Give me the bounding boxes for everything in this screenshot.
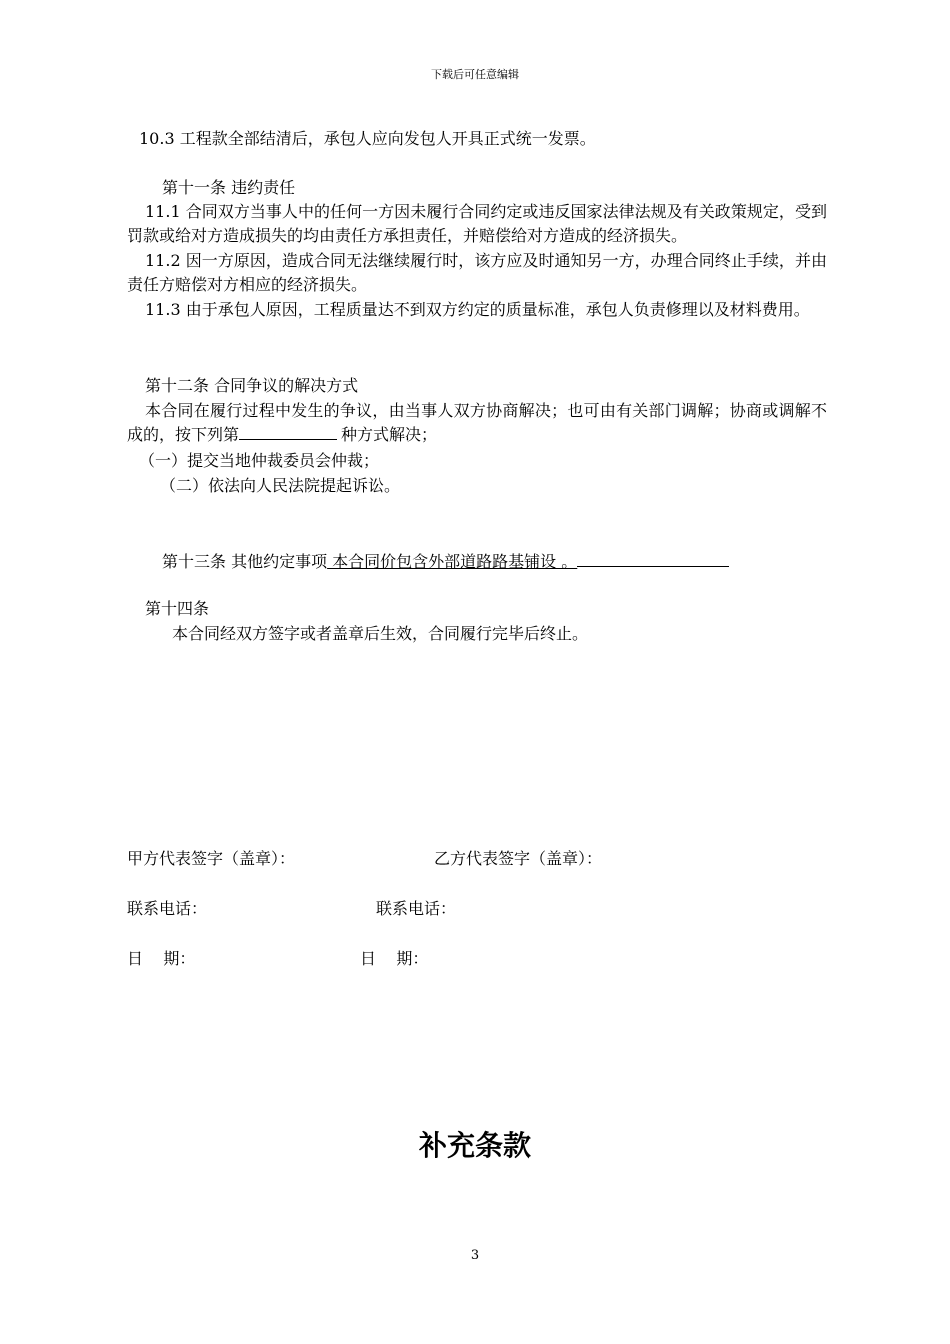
clause-12-body-before: 本合同在履行过程中发生的争议，由当事人双方协商解决；也可由有关部门调解；协商或调解不成的，按下列第 [127,401,827,444]
clause-12-body [127,399,827,447]
page-header: 下载后可任意编辑 [431,68,519,81]
clause-10-3: 10.3 工程款全部结清后，承包人应向发包人开具正式统一发票。 [139,129,596,148]
party-a-date: 日 期： [127,949,196,968]
clause-13-label: 第十三条 其他约定事项 [162,552,328,571]
party-a-sign: 甲方代表签字（盖章）： [127,849,296,868]
clause-12-title: 第十二条 合同争议的解决方式 [145,376,359,395]
page-number: 3 [470,1248,480,1263]
clause-12-body-after: 种方式解决； [341,425,438,444]
party-a-phone: 联系电话： [127,899,208,918]
party-b-date: 日 期： [360,949,429,968]
clause-12-blank [239,423,337,440]
clause-12-option-1: （一）提交当地仲裁委员会仲裁； [139,451,380,470]
clause-14-title: 第十四条 [145,599,210,618]
clause-13 [162,550,729,572]
clause-13-underline [577,550,729,567]
clause-11-1: 11.1 合同双方当事人中的任何一方因未履行合同约定或违反国家法律法规及有关政策规定，受到罚款或给对方造成损失的均由责任方承担责任，并赔偿给对方造成的经济损失。 [127,202,827,245]
clause-14-body: 本合同经双方签字或者盖章后生效，合同履行完毕后终止。 [172,624,589,643]
party-b-sign: 乙方代表签字（盖章）： [434,849,603,868]
clause-12-option-2: （二）依法向人民法院提起诉讼。 [160,476,401,495]
party-b-phone: 联系电话： [376,899,457,918]
clause-13-value: 本合同价包含外部道路路基铺设 。 [327,552,578,571]
clause-11-title: 第十一条 违约责任 [162,178,296,197]
clause-11-3: 11.3 由于承包人原因，工程质量达不到双方约定的质量标准，承包人负责修理以及材料费用。 [145,300,810,319]
clause-11-2: 11.2 因一方原因，造成合同无法继续履行时，该方应及时通知另一方，办理合同终止手续，并由责任方赔偿对方相应的经济损失。 [127,251,827,294]
supplement-title: 补充条款 [418,1129,531,1162]
